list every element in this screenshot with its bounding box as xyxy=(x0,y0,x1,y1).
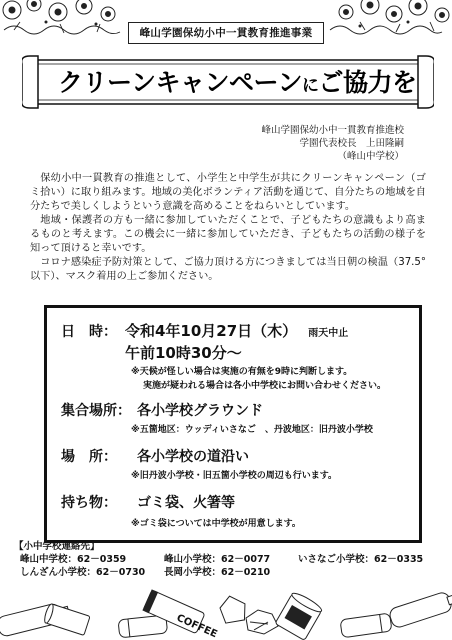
rain-note: 雨天中止 xyxy=(308,328,349,339)
contact-entry: 峰山小学校：62－0077 xyxy=(164,554,271,565)
place-row xyxy=(61,446,249,466)
items-label: 持ち物： xyxy=(61,495,117,511)
event-details-box xyxy=(44,305,422,543)
school-contacts xyxy=(14,540,434,579)
contacts-row-1 xyxy=(14,553,434,566)
organizer-school: 峰山学園保幼小中一貫教育推進校 xyxy=(261,125,404,136)
time-row xyxy=(125,342,242,363)
title-part-3: ご協力を xyxy=(318,68,417,97)
page-title xyxy=(58,65,417,101)
body-text xyxy=(30,172,426,284)
meeting-row xyxy=(61,400,263,420)
date-row xyxy=(61,320,348,341)
contact-entry: しんざん小学校：62－0730 xyxy=(20,567,146,578)
meeting-value: 各小学校グラウンド xyxy=(137,403,263,419)
contact-entry: いさなご小学校：62－0335 xyxy=(298,554,424,565)
organizer-school-sub: （峰山中学校） xyxy=(337,151,404,162)
coffee-can-label: COFFEE xyxy=(174,612,219,640)
weather-note: ※天候が怪しい場合は実施の有無を9時に判断します。 xyxy=(131,367,353,377)
date-value: 令和4年10月27日（木） xyxy=(125,322,298,340)
inquiry-note: 実施が疑われる場合は各小中学校にお問い合わせください。 xyxy=(143,381,387,391)
contacts-row-2 xyxy=(14,566,434,579)
meeting-label: 集合場所： xyxy=(61,403,131,419)
contacts-heading: 【小中学校連絡先】 xyxy=(14,541,100,552)
title-part-2: に xyxy=(302,76,319,96)
place-value: 各小学校の道沿い xyxy=(137,449,249,465)
program-label: 峰山学園保幼小中一貫教育推進事業 xyxy=(128,22,324,44)
title-part-1: クリーンキャンペーン xyxy=(58,68,303,97)
paragraph-3: コロナ感染症予防対策として、ご協力頂ける方につきましては当日朝の検温（37.5°以下）、マスク着用の上ご参加ください。 xyxy=(30,257,426,282)
time-value: 午前10時30分～ xyxy=(125,344,242,362)
contact-entry: 峰山中学校：62－0359 xyxy=(20,554,127,565)
organizer-principal: 学園代表校長 上田隆嗣 xyxy=(299,138,404,149)
paragraph-2: 地域・保護者の方も一緒に参加していただくことで、子どもたちの意識もより高まるものと考えます。この機会に一緒に参加していただき、子どもたちの活動の様子を知って頂けると幸いです。 xyxy=(30,215,426,254)
place-note: ※旧丹波小学校・旧五箇小学校の周辺も行います。 xyxy=(131,471,338,481)
organizer-block xyxy=(261,124,404,163)
items-note: ※ゴミ袋については中学校が用意します。 xyxy=(131,519,301,529)
items-row xyxy=(61,492,235,512)
meeting-note: ※五箇地区：ウッディいさなご 、丹波地区：旧丹波小学校 xyxy=(131,425,373,435)
contact-entry: 長岡小学校：62－0210 xyxy=(164,567,271,578)
items-value: ゴミ袋、火箸等 xyxy=(137,495,235,511)
date-label: 日 時： xyxy=(61,324,117,340)
paragraph-1: 保幼小中一貫教育の推進として、小学生と中学生が共にクリーンキャンペーン（ゴミ拾い）に取り組みます。地域の美化ボランティア活動を通じて、自分たちの地域を自分たちで美しくしようという意識を高めることをねらいとしています。 xyxy=(30,173,426,212)
place-label: 場 所： xyxy=(61,449,117,465)
